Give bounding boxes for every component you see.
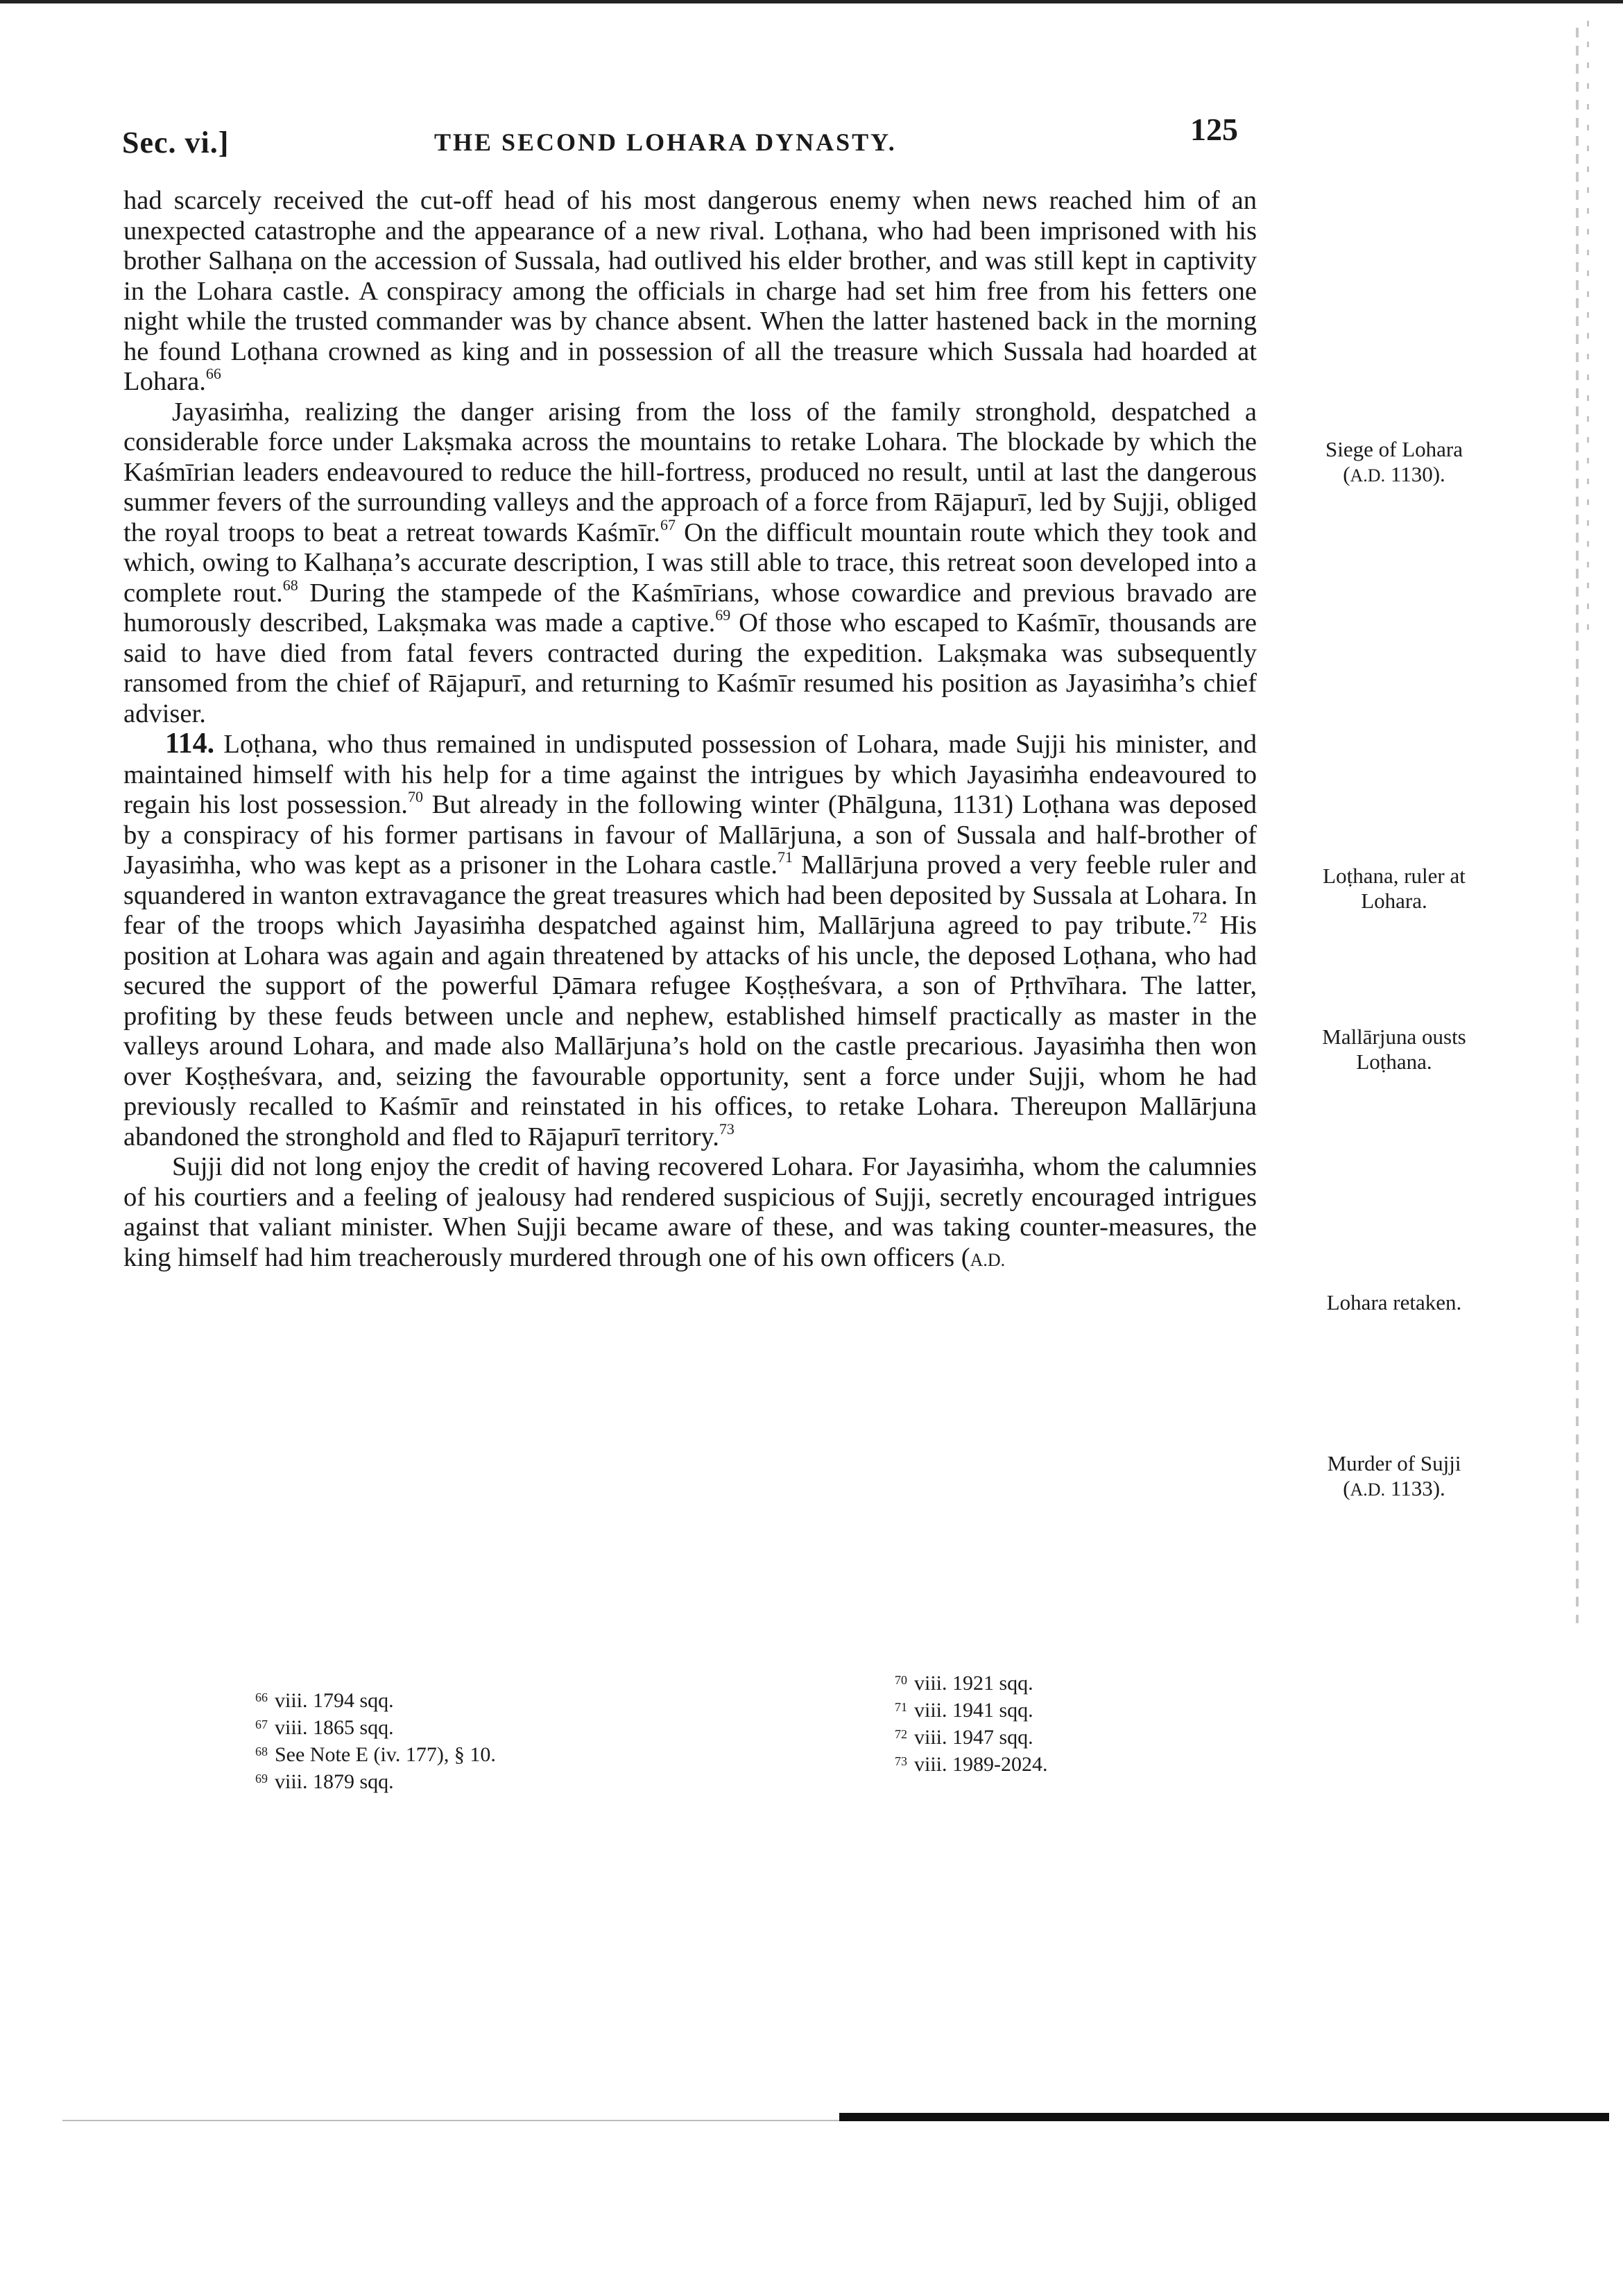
- footnote-ref-73[interactable]: 73: [719, 1120, 735, 1138]
- footnote-text: viii. 1865 sqq.: [275, 1716, 394, 1739]
- marginal-note-line: Lohara.: [1361, 889, 1427, 913]
- paragraph-3: [123, 729, 1257, 1152]
- era-abbrev: A.D.: [970, 1249, 1006, 1270]
- footnote-number: 66: [255, 1690, 268, 1704]
- footnote-text: viii. 1989-2024.: [914, 1753, 1048, 1776]
- paren-open: (: [1343, 1476, 1350, 1500]
- footnote-ref-68[interactable]: 68: [282, 576, 298, 594]
- footnote-68: [255, 1740, 706, 1767]
- year-text: 1133).: [1385, 1476, 1445, 1500]
- footnote-number: 67: [255, 1717, 268, 1731]
- running-title: THE SECOND LOHARA DYNASTY.: [434, 128, 897, 156]
- marginal-note-line: Siege of Lohara: [1325, 437, 1463, 461]
- marginal-note-mallarjuna: [1276, 1025, 1512, 1074]
- footnote-67: [255, 1713, 706, 1740]
- footnote-70: [895, 1668, 1346, 1695]
- marginal-note-line: Loṭhana.: [1356, 1050, 1432, 1074]
- paragraph-2-text-a: Jayasiṁha, realizing the danger arising from the loss of the family stronghold, despatched a considerable force under Lakṣmaka across the mountains to retake Lohara. The blockade by which the Kaśmīrian leaders endeavoured to reduce the hill-fortress, produced no result, until at last the dangerous summer fevers of the surrounding valleys and the approach of a force from Rājapurī, led by Sujji, obliged the royal troops to beat a retreat towards Kaśmīr.: [123, 397, 1257, 547]
- paragraph-4: [123, 1152, 1257, 1275]
- footnote-ref-72[interactable]: 72: [1192, 909, 1208, 926]
- marginal-note-line: Loṭhana, ruler at: [1323, 864, 1466, 888]
- paragraph-3-text-a: Loṭhana, who thus remained in undisputed possession of Lohara, made Sujji his minister, and maintained himself with his help for a time against the intrigues by which Jayasiṁha endeavoured to regain his lost possession.: [123, 730, 1257, 819]
- marginal-note-line: Murder of Sujji: [1327, 1451, 1461, 1475]
- footnote-ref-70[interactable]: 70: [407, 788, 423, 805]
- marginal-note-lothana-ruler: [1276, 864, 1512, 914]
- footnote-text: viii. 1947 sqq.: [914, 1726, 1033, 1749]
- footnote-ref-66[interactable]: 66: [205, 365, 221, 382]
- footnote-number: 68: [255, 1745, 268, 1758]
- marginal-note-murder-sujji: [1276, 1451, 1512, 1502]
- paragraph-2-text-c: During the stampede of the Kaśmīrians, whose cowardice and previous bravado are humorously described, Lakṣmaka was made a captive.: [123, 578, 1257, 637]
- paragraph-1-text: had scarcely received the cut-off head of his most dangerous enemy when news reached him of an unexpected catastrophe and the appearance of a new rival. Loṭhana, who had been imprisoned with his brother Salhaṇa on the accession of Sussala, had outlived his elder brother, and was still kept in captivity in the Lohara castle. A conspiracy among the officials in charge had set him free from his fetters one night while the trusted commander was by chance absent. When the latter hastened back in the morning he found Loṭhana crowned as king and in possession of all the treasure which Sussala had hoarded at Lohara.: [123, 186, 1257, 396]
- footnote-text: viii. 1879 sqq.: [275, 1770, 394, 1793]
- footnote-text: See Note E (iv. 177), § 10.: [275, 1743, 496, 1766]
- paragraph-2: [123, 397, 1257, 730]
- footnote-69: [255, 1767, 706, 1794]
- marginal-note-date: [1276, 462, 1512, 488]
- year-text: 1130).: [1385, 462, 1445, 486]
- section-number: 114.: [165, 728, 215, 760]
- section-label: Sec. vi.]: [122, 126, 230, 160]
- paragraph-3-text-d: His position at Lohara was again and again threatened by attacks of his uncle, the deposed Loṭhana, who had secured the support of the powerful Ḍāmara refugee Koṣṭheśvara, a son of Pṛthvīhara. The latter, profiting by these feuds between uncle and nephew, established himself practically as master in the valleys around Lohara, and made also Mallārjuna’s hold on the castle precarious. Jayasiṁha then won over Koṣṭheśvara, and, seizing the favourable opportunity, sent a force under Sujji, whom he had previously recalled to Kaśmīr and reinstated in his offices, to retake Lohara. Thereupon Mallārjuna abandoned the stronghold and fled to Rājapurī territory.: [123, 911, 1257, 1151]
- paragraph-1: [123, 186, 1257, 397]
- footnotes-left-column: [255, 1686, 706, 1794]
- scan-edge-mark: [1576, 28, 1579, 1623]
- footnote-66: [255, 1686, 706, 1713]
- paragraph-3-text-b: But already in the following winter (Phālguna, 1131) Loṭhana was deposed by a conspiracy of his former partisans in favour of Mallārjuna, a son of Sussala and half-brother of Jayasiṁha, who was kept as a prisoner in the Lohara castle.: [123, 790, 1257, 880]
- main-text: [123, 186, 1257, 1275]
- footnote-number: 71: [895, 1700, 907, 1714]
- footnote-73: [895, 1749, 1346, 1776]
- footnote-number: 69: [255, 1772, 268, 1785]
- scan-edge-mark-secondary: [1587, 21, 1589, 645]
- footnote-text: viii. 1941 sqq.: [914, 1699, 1033, 1722]
- marginal-note-line: Lohara retaken.: [1326, 1290, 1462, 1314]
- scan-bottom-rule: [62, 2120, 839, 2121]
- marginal-note-date: [1276, 1476, 1512, 1502]
- paragraph-3-text-c: Mallārjuna proved a very feeble ruler and squandered in wanton extravagance the great treasures which had been deposited by Sussala at Lohara. In fear of the troops which Jayasiṁha despatched against him, Mallārjuna agreed to pay tribute.: [123, 850, 1257, 940]
- marginal-note-line: Mallārjuna ousts: [1322, 1025, 1466, 1049]
- running-header: [122, 111, 1253, 160]
- footnote-number: 73: [895, 1754, 907, 1768]
- footnote-72: [895, 1722, 1346, 1749]
- paragraph-2-text-b: On the difficult mountain route which they took and which, owing to Kalhaṇa’s accurate description, I was still able to trace, this retreat soon developed into a complete rout.: [123, 517, 1257, 608]
- marginal-note-lohara-retaken: [1276, 1290, 1512, 1315]
- scan-bottom-bar: [839, 2113, 1609, 2121]
- footnote-ref-71[interactable]: 71: [778, 848, 793, 866]
- footnote-text: viii. 1794 sqq.: [275, 1689, 394, 1712]
- era-abbrev: A.D.: [1350, 1480, 1386, 1500]
- paren-open: (: [1343, 462, 1350, 486]
- footnotes-right-column: [895, 1668, 1346, 1776]
- footnote-71: [895, 1695, 1346, 1722]
- page-number: 125: [1190, 112, 1238, 147]
- paragraph-2-text-d: Of those who escaped to Kaśmīr, thousands are said to have died from fatal fevers contracted during the expedition. Lakṣmaka was subsequently ransomed from the chief of Rājapurī, and returning to Kaśmīr resumed his position as Jayasiṁha’s chief adviser.: [123, 608, 1257, 728]
- footnote-number: 70: [895, 1673, 907, 1687]
- paragraph-4-text: Sujji did not long enjoy the credit of having recovered Lohara. For Jayasiṁha, whom the calumnies of his courtiers and a feeling of jealousy had rendered suspicious of Sujji, secretly encouraged intrigues against that valiant minister. When Sujji became aware of these, and was taking counter-measures, the king himself had him treacherously murdered through one of his own officers (: [123, 1152, 1257, 1272]
- marginal-note-siege: [1276, 437, 1512, 488]
- footnote-text: viii. 1921 sqq.: [914, 1672, 1033, 1695]
- footnote-ref-69[interactable]: 69: [715, 606, 731, 624]
- era-abbrev: A.D.: [1350, 465, 1386, 486]
- footnote-number: 72: [895, 1727, 907, 1741]
- footnote-ref-67[interactable]: 67: [660, 515, 676, 533]
- top-border-line: [0, 0, 1623, 3]
